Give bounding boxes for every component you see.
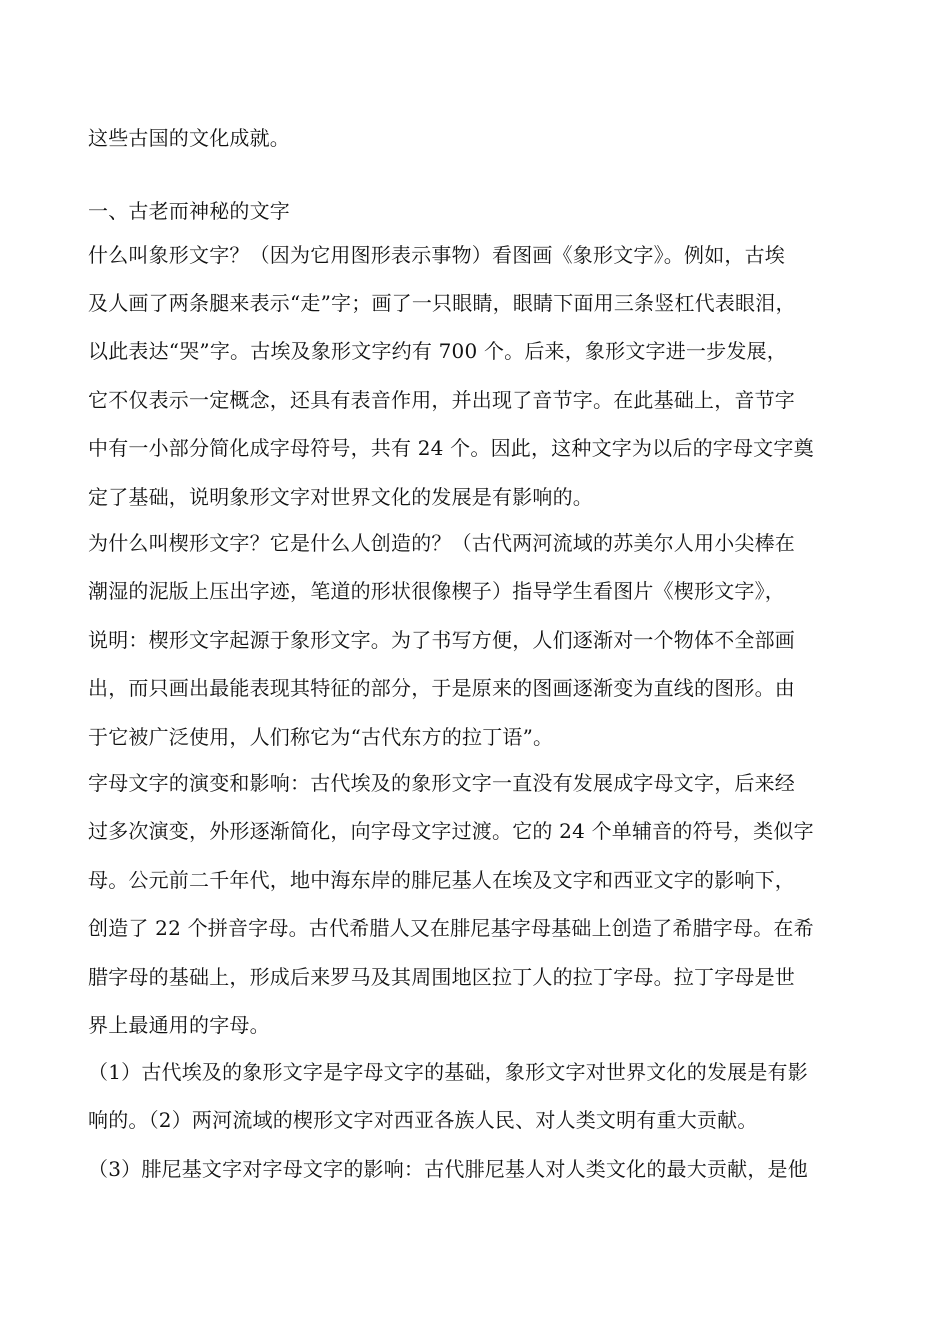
text-line: 为什么叫楔形文字？它是什么人创造的？（古代两河流域的苏美尔人用小尖棒在 xyxy=(88,531,795,555)
text-line: 母。公元前二千年代，地中海东岸的腓尼基人在埃及文字和西亚文字的影响下， xyxy=(88,868,795,892)
text-line: 出，而只画出最能表现其特征的部分，于是原来的图画逐渐变为直线的图形。由 xyxy=(88,676,795,700)
text-line: 于它被广泛使用，人们称它为“古代东方的拉丁语”。 xyxy=(88,725,554,749)
text-line: 字母文字的演变和影响：古代埃及的象形文字一直没有发展成字母文字，后来经 xyxy=(88,771,795,795)
text-line: 说明：楔形文字起源于象形文字。为了书写方便，人们逐渐对一个物体不全部画 xyxy=(88,628,795,652)
text-line: 中有一小部分简化成字母符号，共有 24 个。因此，这种文字为以后的字母文字奠 xyxy=(88,436,814,460)
text-line: 响的。（2）两河流域的楔形文字对西亚各族人民、对人类文明有重大贡献。 xyxy=(88,1108,758,1132)
text-line: 创造了 22 个拼音字母。古代希腊人又在腓尼基字母基础上创造了希腊字母。在希 xyxy=(88,916,814,940)
text-line: 什么叫象形文字？（因为它用图形表示事物）看图画《象形文字》。例如，古埃 xyxy=(88,243,785,267)
text-line: 过多次演变，外形逐渐简化，向字母文字过渡。它的 24 个单辅音的符号，类似字 xyxy=(88,819,814,843)
text-line: 潮湿的泥版上压出字迹，笔道的形状很像楔子）指导学生看图片《楔形文字》， xyxy=(88,579,785,603)
text-line: 界上最通用的字母。 xyxy=(88,1013,270,1037)
text-line: （1）古代埃及的象形文字是字母文字的基础，象形文字对世界文化的发展是有影 xyxy=(88,1060,808,1084)
text-line: 它不仅表示一定概念，还具有表音作用，并出现了音节字。在此基础上，音节字 xyxy=(88,388,795,412)
text-line: 及人画了两条腿来表示“走”字；画了一只眼睛，眼睛下面用三条竖杠代表眼泪， xyxy=(88,291,796,315)
text-line: 以此表达“哭”字。古埃及象形文字约有 700 个。后来，象形文字进一步发展， xyxy=(88,339,787,363)
text-line: 定了基础，说明象形文字对世界文化的发展是有影响的。 xyxy=(88,485,593,509)
section-heading: 一、古老而神秘的文字 xyxy=(88,199,290,223)
text-line: 腊字母的基础上，形成后来罗马及其周围地区拉丁人的拉丁字母。拉丁字母是世 xyxy=(88,965,795,989)
text-line: （3）腓尼基文字对字母文字的影响：古代腓尼基人对人类文化的最大贡献，是他 xyxy=(88,1157,808,1181)
text-line: 这些古国的文化成就。 xyxy=(88,126,290,150)
